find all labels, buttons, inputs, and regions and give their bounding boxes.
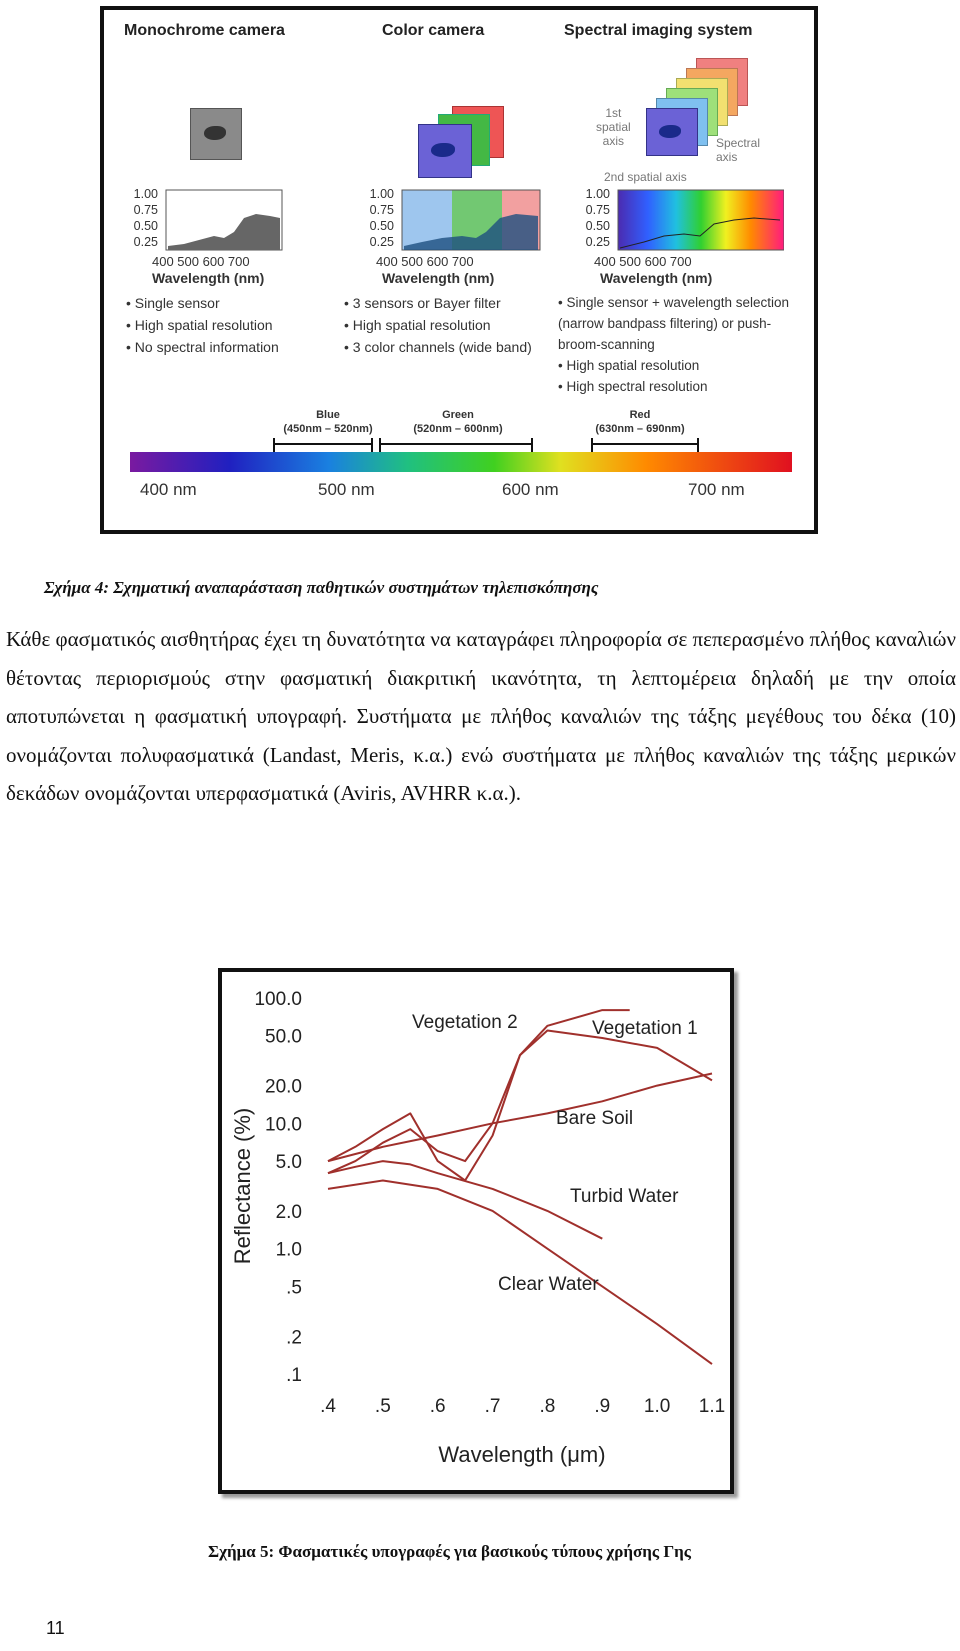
band-green: Green (520nm – 600nm) [413,409,503,435]
band-blue: Blue (450nm – 520nm) [283,409,373,435]
figure4-caption: Σχήμα 4: Σχηματική αναπαράσταση παθητικών συστημάτων τηλεπισκόπησης [44,578,599,597]
band-red: Red (630nm – 690nm) [595,409,685,435]
x-tick-label: .5 [374,1396,391,1417]
spectrum-label-500: 500 nm [318,480,375,499]
axis-label-spectral: Spectral axis [716,136,761,164]
page-number: 11 [46,1618,65,1638]
x-tick-label: .6 [429,1396,446,1417]
bullets-spectral: • Single sensor + wavelength selection (narrow bandpass filtering) or push-broom-scanning • High spatial resolution • High spectral resolution [558,292,810,397]
column-title-color: Color camera [382,22,485,39]
y-tick-label: .5 [286,1277,302,1299]
mini-spectra-plots [144,188,784,262]
y-tick-label: .2 [286,1327,302,1349]
bullets-monochrome: • Single sensor • High spatial resolution • No spectral information [126,292,326,358]
y-tick-label: 50.0 [265,1026,302,1048]
y-tick-label: 2.0 [275,1201,302,1223]
series-label: Vegetation 1 [592,1018,698,1039]
wl-title-2: Wavelength (nm) [382,270,495,286]
wl-title-1: Wavelength (nm) [152,270,265,286]
figure-reflectance-chart [218,968,734,1494]
column-title-monochrome: Monochrome camera [124,22,285,39]
mini-ticks-3: 1.00 0.75 0.50 0.25 [585,187,610,249]
monochrome-image [190,108,242,160]
series-label: Bare Soil [556,1108,634,1129]
color-image-stack [412,106,552,176]
x-tick-label: 1.0 [643,1396,671,1417]
body-paragraph [6,620,956,813]
y-tick-label: 100.0 [254,989,302,1010]
mini-ticks-1: 1.00 0.75 0.50 0.25 [133,187,158,249]
wl-ticks-2: 400 500 600 700 [376,254,474,269]
reflectance-chart [222,972,730,1490]
axis-label-spatial2: 2nd spatial axis [604,170,687,184]
axis-label-spatial1: 1st spatial axis [596,106,631,148]
series-label: Turbid Water [570,1186,679,1207]
x-tick-label: .8 [539,1396,556,1417]
y-tick-label: 5.0 [275,1152,302,1174]
x-tick-label: .7 [484,1396,501,1417]
spectrum-bar [124,438,804,478]
series-line [328,1031,712,1174]
figure5-caption: Σχήμα 5: Φασματικές υπογραφές για βασικούς τύπους χρήσης Γης [208,1542,691,1561]
x-tick-label: .4 [320,1396,336,1417]
wl-title-3: Wavelength (nm) [600,270,713,286]
y-tick-label: 20.0 [265,1076,302,1098]
bullets-color: • 3 sensors or Bayer filter • High spatial resolution • 3 color channels (wide band) [344,292,554,358]
figure-spectral-systems [100,6,818,534]
spectrum-label-600: 600 nm [502,480,559,499]
wl-ticks-3: 400 500 600 700 [594,254,692,269]
column-title-spectral: Spectral imaging system [564,22,753,39]
y-axis-label: Reflectance (%) [230,1107,255,1265]
x-axis-label: Wavelength (μm) [438,1442,606,1467]
y-tick-label: .1 [286,1365,302,1386]
y-tick-label: 10.0 [265,1114,302,1136]
series-label: Clear Water [498,1274,599,1295]
y-tick-label: 1.0 [275,1239,302,1261]
series-label: Vegetation 2 [412,1012,518,1033]
series-line [328,1181,712,1365]
wl-ticks-1: 400 500 600 700 [152,254,250,269]
x-tick-label: .9 [594,1396,611,1417]
spectrum-label-700: 700 nm [688,480,745,499]
x-tick-label: 1.1 [698,1396,726,1417]
mini-ticks-2: 1.00 0.75 0.50 0.25 [369,187,394,249]
series-line [328,1074,712,1162]
spectrum-label-400: 400 nm [140,480,197,499]
body-text: Κάθε φασματικός αισθητήρας έχει τη δυνατότητα να καταγράφει πληροφορία σε πεπερασμένο πλήθος καναλιών θέτοντας περιορισμούς στην φασματική διακριτική ικανότητα, τη λεπτομέρεια δηλαδή με την οποία αποτυπώνεται η φασματική υπογραφή. Συστήματα με πλήθος καναλιών της τάξης μεγέθους του δέκα (10) ονομάζονται πολυφασματικά (Landast, Meris, κ.α.) ενώ συστήματα με πλήθος καναλιών της τάξης μερικών δεκάδων ονομάζονται υπερφασματικά (Aviris, AVHRR κ.α.). [6,627,956,806]
